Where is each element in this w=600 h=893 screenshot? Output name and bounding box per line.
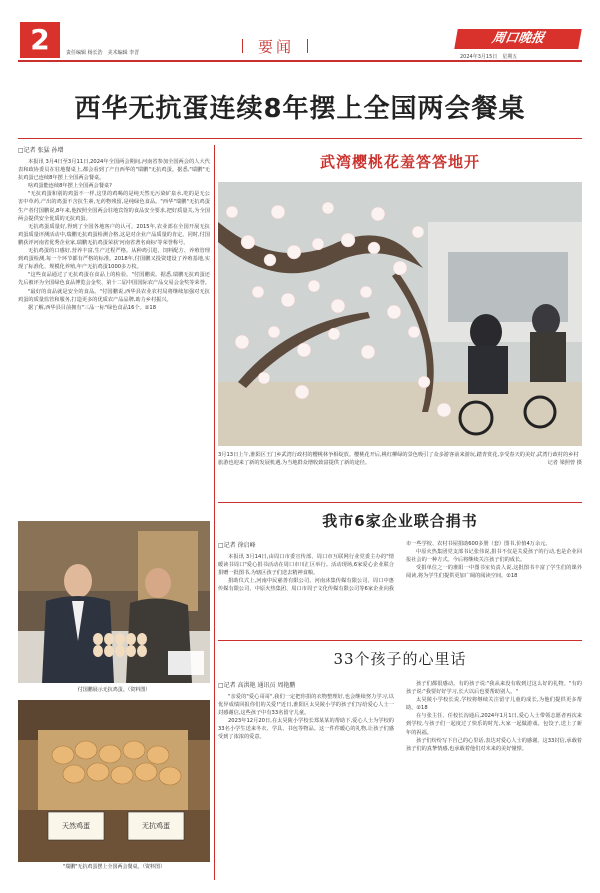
paragraph: 据了解,西华县目前拥有"三品一标"绿色食品16个。②18 [28, 304, 157, 311]
paragraph: 啥鸡蛋能连续8年摆上全国两会餐桌? [28, 183, 112, 190]
stall-tag-1: 天然鸡蛋 [62, 822, 90, 830]
page-number: 2 [20, 22, 60, 58]
stall-tag-2: 无抗鸡蛋 [142, 822, 170, 830]
kids-story-body [218, 680, 582, 753]
cherry-story-title: 武湾樱桃花羞答答地开 [319, 153, 480, 171]
paragraph: 无抗鸡蛋的口感好,营养丰富,生产过程严格。从种鸡引进、饲料配方、养殖管理到鸡蛋检测,每一个环节都有严格的标准。2018年,付国鹏又投资建设了养殖基地,实现了标准化、规模化养殖,年产无抗鸡蛋1000多万枚。 [18, 248, 210, 271]
photo-credit: 记者 梁照曾 摄 [547, 459, 582, 466]
main-byline: □记者 张猛 孙增 [18, 147, 64, 154]
section-rule [218, 640, 582, 641]
paragraph: "最好的食品就是安全的食品。"付国鹏说,西华县农业农村局将继续加强对无抗鸡蛋的质量监管和服务,打造更多的优质农产品品牌,助力乡村振兴。 [18, 288, 210, 303]
masthead [0, 0, 600, 60]
editors-line: 责任编辑 杨长浩 美术编辑 李晋 [66, 50, 140, 56]
paragraph: 孩子们都很感动。有的孩子说:"我从来没有收到过这么好的礼物。"有的孩子说:"我要好好学习,长大以后也要帮助别人。" [406, 681, 582, 696]
paragraph: "这些食品通过了无抗鸡蛋在食品上的检验。"付国鹏说。据悉,瑞鹏无抗鸡蛋还先后被评为全国绿色食品博览会金奖、第十二届中国国际农产品交易会金奖等荣誉。 [18, 272, 210, 287]
headline-rule [18, 138, 582, 139]
paragraph: 捐助仪式上,河南中民慈善有限公司、河南沐集传媒有限公司、周口中惠传媒有限公司、中原火热集团、周口市周子文化传媒有限公司等6家企业向我市一些学校、农村书屋捐助600多册（套）图书,价值4万余元。 [218, 541, 551, 593]
paragraph: 本报讯 3月4日至3月11日,2024年全国两会期间,河南省参加全国两会的人大代表和政协委员在驻地餐桌上,都会看到了产自西华的"瑞鹏"无抗鸡蛋。据悉,"瑞鹏"无抗鸡蛋已连续8年摆上全国两会餐桌。 [18, 159, 210, 182]
photo-man-with-eggs [18, 521, 210, 683]
paragraph: 太昊陵小学校长说,学校将继续关注留守儿童的成长,为他们提供更多帮助。②18 [406, 697, 582, 712]
photo-caption: 付国鹏展示无抗鸡蛋。（资料图） [77, 687, 151, 693]
paragraph: 在与张主任、任校长沟通后,2024年1月1日,爱心人士带领志愿者再次来到学校,与孩子们一起度过了快乐的时光,大家一起做游戏、包饺子,送上了新年的祝福。 [406, 713, 582, 736]
section-rule [218, 502, 582, 503]
main-story [18, 145, 210, 312]
paragraph: 孩子们纷纷写下自己的心里话,表达对爱心人士的感谢。这33封信,承载着孩子们的真挚情感,也承载着他们对未来的美好憧憬。 [406, 737, 582, 752]
paragraph: 中原火热集团党支部书记张伟说,捐书不仅是关爱孩子的行动,也是企业回报社会的一种方式。今后将继续关注孩子们的成长。 [406, 549, 582, 564]
column-divider [214, 145, 215, 880]
donation-story-title: 我市6家企业联合捐书 [322, 512, 478, 530]
main-headline: 西华无抗蛋连续8年摆上全国两会餐桌 [74, 94, 526, 124]
paragraph: 无抗鸡蛋质量好,得到了全国各地客户的认可。2015年,农业部在全国开展无抗鸡蛋质量评测活动中,瑞鹏无抗鸡蛋检测合格,这是对企业产品质量的肯定。同时,付国鹏获评河南省优秀企业家,瑞鹏无抗鸡蛋荣获'河南省著名商标'等荣誉称号。 [18, 223, 210, 246]
photo-egg-stall [18, 700, 210, 862]
issue-date: 2024年3月15日 星期五 [460, 54, 518, 60]
donation-byline: □记者 徐启峰 [218, 542, 256, 549]
section-name: 要闻 [258, 38, 295, 56]
paragraph: "亲爱的"爱心哥哥",我们一定把你捐的衣物整理好,也会继续努力学习,以优异成绩回报你们的关爱!"近日,淮阳区太昊陵小学的孩子们写给爱心人士一封感谢信,这些孩子中有33名留守儿童。 [218, 694, 394, 717]
newspaper-logo: 周口晚报 [454, 29, 582, 49]
paragraph: 受捐单位之一的淮阳一中图书室负责人说,这批图书丰富了学生们的课外阅读,将为学生们提供更加广阔的阅读空间。②18 [406, 565, 582, 580]
paragraph: 本报讯 3月14日,由周口市委宣传部、周口市互联网行业党委主办的"情暖读书周口"爱心捐书活动在周口市川汇区举行。活动现场,6家爱心企业联合捐赠一批图书,为辖区孩子们送去精神食粮。 [218, 554, 394, 577]
kids-byline: □记者 高洪艳 通讯员 周艳鹏 [218, 682, 296, 689]
paragraph: "无抗鸡蛋和别的鸡蛋不一样,这里的鸡喝的是纯天然无污染矿泉水,吃的是无公害中草药,产出的鸡蛋不含抗生素,无药物残留,是纯绿色食品。"西华"瑞鹏"无抗鸡蛋生产者付国鹏说,8年来,他按照全国两会驻地宾馆的食品安全要求,把好质量关,为全国两会提供安全优质的无抗鸡蛋。 [18, 191, 210, 222]
top-rule [18, 60, 582, 62]
cherry-caption [218, 452, 582, 467]
donation-story-body [218, 540, 582, 593]
main-body [18, 158, 210, 312]
caption-text: 3月13日上午,淮阳区王门乡武湾行政村的樱桃林争相绽放。樱桃花开后,桃红柳绿的景色吸引了众多游客前来游玩,踏青赏花,享受春天的美好,武湾行政村的乡村旅游也迎来了新的发展机遇,为当地群众增收致富提供了新的途径。 [218, 452, 579, 466]
photo-cherry-blossoms [218, 182, 582, 446]
kids-story-title: 33个孩子的心里话 [333, 650, 467, 668]
paragraph: 2023年12月20日,在太昊陵小学校长郑某某的帮助下,爱心人士为学校的33名小学生送来冬衣、学具、书包等物品。这一件件暖心的礼物,让孩子们感受到了浓浓的爱意。 [218, 718, 394, 741]
photo-caption: "瑞鹏"无抗鸡蛋摆上全国两会餐桌。（资料图） [62, 864, 166, 870]
